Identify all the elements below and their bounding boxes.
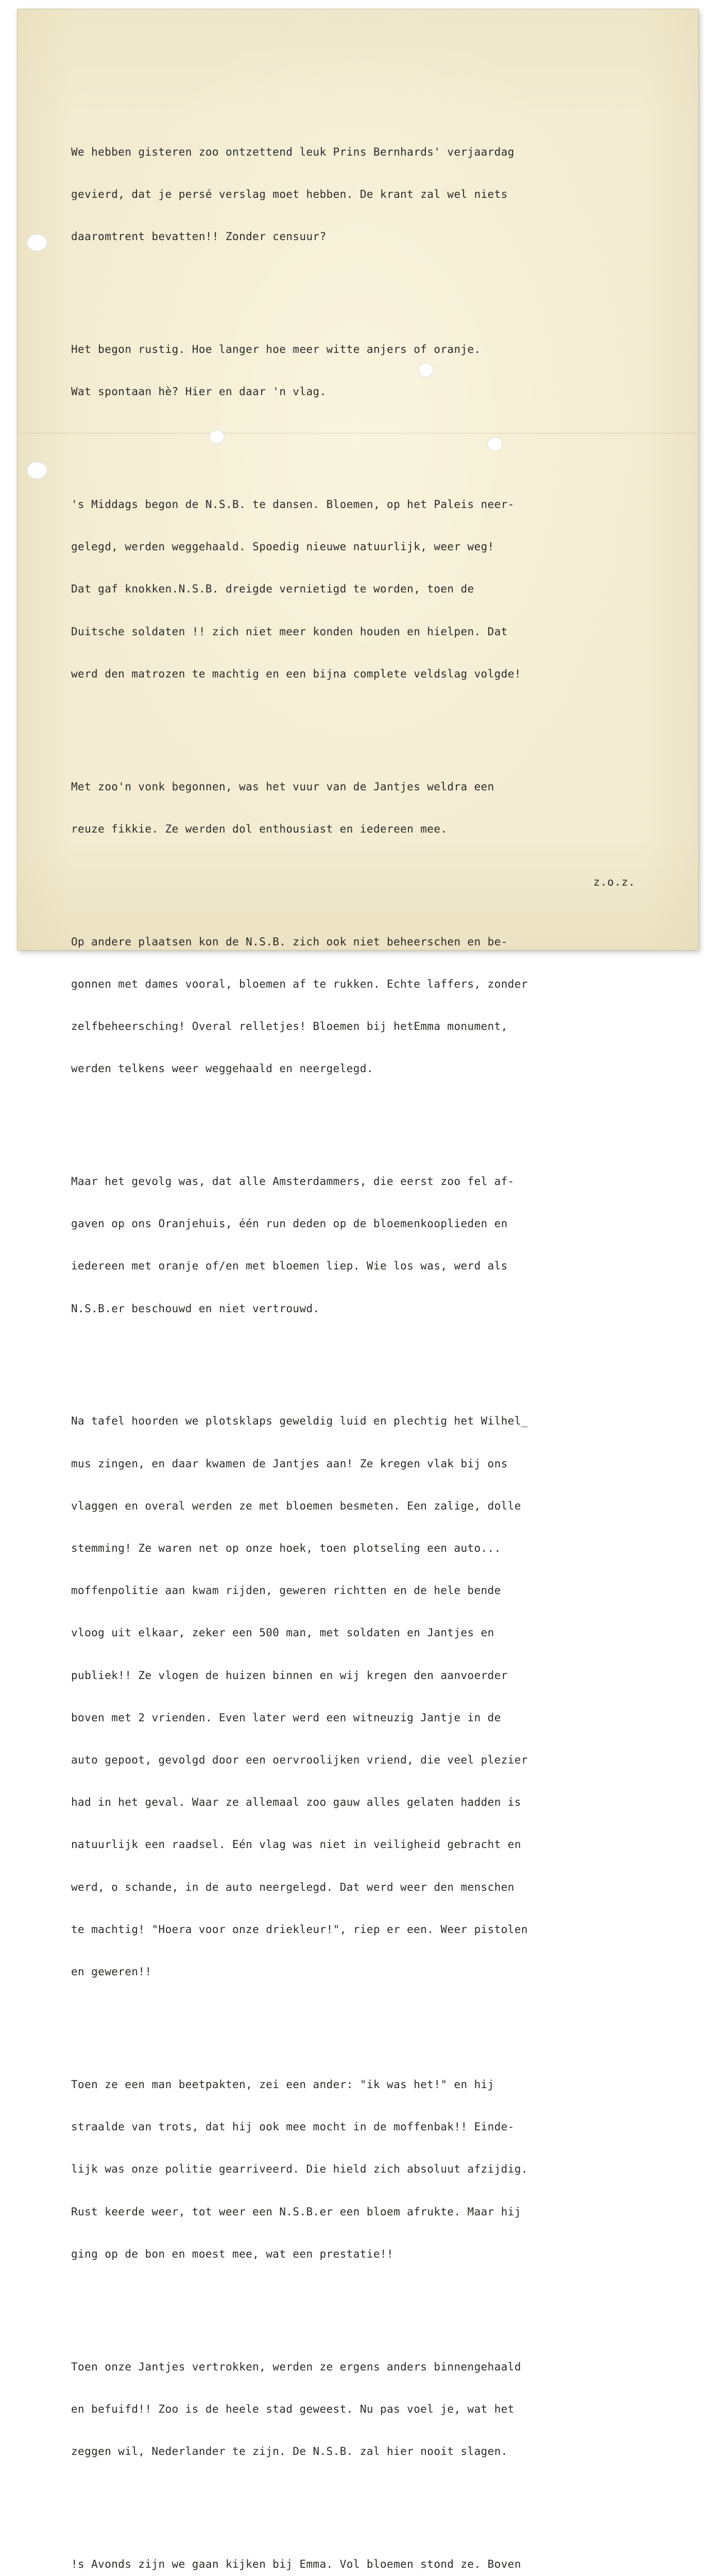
text-line: en befuifd!! Zoo is de heele stad geweest. Nu pas voel je, wat het xyxy=(71,2402,514,2415)
text-line: gonnen met dames vooral, bloemen af te rukken. Echte laffers, zonder xyxy=(71,977,528,990)
text-line: gevierd, dat je persé verslag moet hebben. De krant zal wel niets xyxy=(71,188,508,200)
text-line: lijk was onze politie gearriveerd. Die hield zich absoluut afzijdig. xyxy=(71,2163,528,2176)
text-line: Rust keerde weer, tot weer een N.S.B.er een bloem afrukte. Maar hij xyxy=(71,2205,521,2218)
paragraph-6 xyxy=(71,1146,679,1344)
text-line: te machtig! "Hoera voor onze driekleur!", riep er een. Weer pistolen xyxy=(71,1923,528,1936)
text-line: zeggen wil, Nederlander te zijn. De N.S.B. zal hier nooit slagen. xyxy=(71,2445,508,2458)
text-line: gelegd, werden weggehaald. Spoedig nieuwe natuurlijk, weer weg! xyxy=(71,540,494,553)
paragraph-5 xyxy=(71,907,679,1105)
text-line: natuurlijk een raadsel. Eén vlag was niet in veiligheid gebracht en xyxy=(71,1838,521,1851)
text-line: reuze fikkie. Ze werden dol enthousiast en iedereen mee. xyxy=(71,822,448,835)
text-line: vloog uit elkaar, zeker een 500 man, met soldaten en Jantjes en xyxy=(71,1626,494,1639)
text-line: publiek!! Ze vlogen de huizen binnen en wij kregen den aanvoerder xyxy=(71,1669,508,1682)
typed-letter-body xyxy=(71,89,679,2576)
text-line: Op andere plaatsen kon de N.S.B. zich ook niet beheerschen en be- xyxy=(71,935,508,948)
text-line: Toen ze een man beetpakten, zei een ander: "ik was het!" en hij xyxy=(71,2078,494,2091)
text-line: iedereen met oranje of/en met bloemen liep. Wie los was, werd als xyxy=(71,1260,508,1273)
text-line: We hebben gisteren zoo ontzettend leuk Prins Bernhards' verjaardag xyxy=(71,145,514,158)
paragraph-4 xyxy=(71,752,679,865)
punch-hole xyxy=(27,462,47,479)
text-line: Duitsche soldaten !! zich niet meer konden houden en hielpen. Dat xyxy=(71,625,508,638)
page-footer-zoz: z.o.z. xyxy=(593,876,636,888)
paragraph-8 xyxy=(71,2049,679,2290)
text-line: Met zoo'n vonk begonnen, was het vuur van de Jantjes weldra een xyxy=(71,780,494,793)
text-line: moffenpolitie aan kwam rijden, geweren richtten en de hele bende xyxy=(71,1584,501,1597)
text-line: !s Avonds zijn we gaan kijken bij Emma. Vol bloemen stond ze. Boven xyxy=(71,2557,521,2570)
text-line: Toen onze Jantjes vertrokken, werden ze ergens anders binnengehaald xyxy=(71,2360,521,2373)
text-line: werd den matrozen te machtig en een bijna complete veldslag volgde! xyxy=(71,667,521,680)
text-line: en geweren!! xyxy=(71,1965,152,1978)
paragraph-9 xyxy=(71,2332,679,2487)
text-line: straalde van trots, dat hij ook mee mocht in de moffenbak!! Einde- xyxy=(71,2121,514,2133)
paragraph-7 xyxy=(71,1386,679,2008)
text-line: Wat spontaan hè? Hier en daar 'n vlag. xyxy=(71,385,327,398)
text-line: N.S.B.er beschouwd en niet vertrouwd. xyxy=(71,1302,320,1315)
text-line: werden telkens weer weggehaald en neergelegd. xyxy=(71,1062,373,1075)
text-line: auto gepoot, gevolgd door een oervroolijken vriend, die veel plezier xyxy=(71,1754,528,1767)
text-line: ging op de bon en moest mee, wat een prestatie!! xyxy=(71,2247,394,2260)
text-line: gaven op ons Oranjehuis, één run deden op de bloemenkooplieden en xyxy=(71,1217,508,1230)
paragraph-3 xyxy=(71,469,679,709)
text-line: vlaggen en overal werden ze met bloemen besmeten. Een zalige, dolle xyxy=(71,1499,521,1512)
text-line: boven met 2 vrienden. Even later werd een witneuzig Jantje in de xyxy=(71,1711,501,1724)
text-line: daaromtrent bevatten!! Zonder censuur? xyxy=(71,230,327,243)
paragraph-1 xyxy=(71,117,679,272)
text-line: Het begon rustig. Hoe langer hoe meer witte anjers of oranje. xyxy=(71,343,481,355)
paragraph-2 xyxy=(71,314,679,427)
paragraph-10 xyxy=(71,2529,679,2576)
text-line: mus zingen, en daar kwamen de Jantjes aan! Ze kregen vlak bij ons xyxy=(71,1457,508,1470)
text-line: stemming! Ze waren net op onze hoek, toen plotseling een auto... xyxy=(71,1542,501,1555)
text-line: zelfbeheersching! Overal relletjes! Bloemen bij hetEmma monument, xyxy=(71,1020,508,1032)
text-line: had in het geval. Waar ze allemaal zoo gauw alles gelaten hadden is xyxy=(71,1796,521,1809)
text-line: werd, o schande, in de auto neergelegd. Dat werd weer den menschen xyxy=(71,1880,514,1893)
text-line: Maar het gevolg was, dat alle Amsterdammers, die eerst zoo fel af- xyxy=(71,1175,514,1188)
text-line: Dat gaf knokken.N.S.B. dreigde vernietigd te worden, toen de xyxy=(71,583,474,596)
text-line: 's Middags begon de N.S.B. te dansen. Bloemen, op het Paleis neer- xyxy=(71,498,514,511)
text-line: Na tafel hoorden we plotsklaps geweldig luid en plechtig het Wilhel_ xyxy=(71,1415,528,1428)
punch-hole xyxy=(27,234,47,251)
